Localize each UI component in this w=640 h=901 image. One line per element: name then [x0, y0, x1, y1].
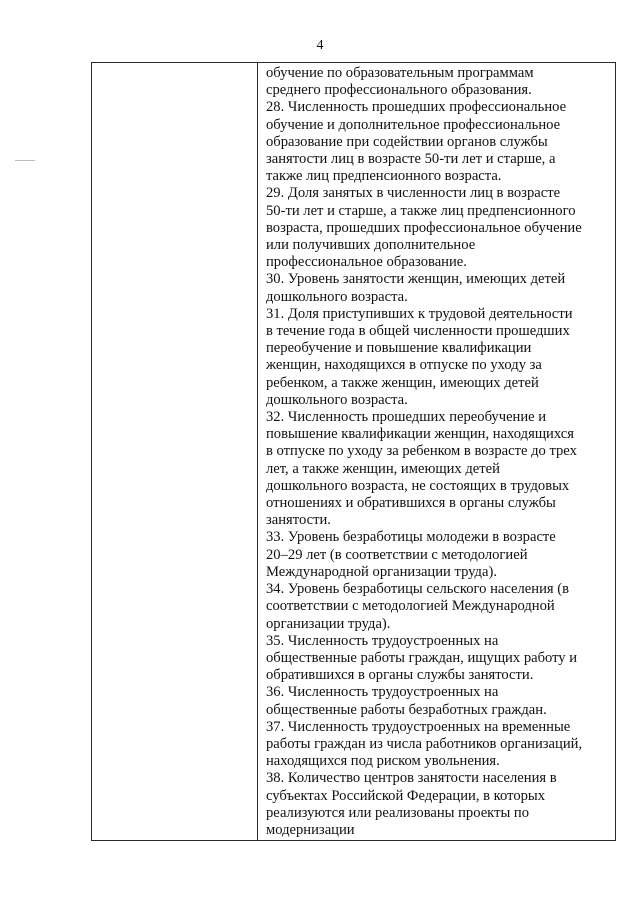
paragraph-item-30: 30. Уровень занятости женщин, имеющих детей дошкольного возраста.: [266, 271, 566, 305]
paragraph-item-31: 31. Доля приступивших к трудовой деятельности в течение года в общей численности прошедших переобучение и повышение квалификации женщин, находящихся в отпуске по уходу за ребенком, а также женщин, имеющих детей дошкольного возраста.: [266, 305, 573, 408]
paragraph-item-34: 34. Уровень безработицы сельского населения (в соответствии с методологией Международной организации труда).: [266, 581, 570, 632]
paragraph-item-33: 33. Уровень безработицы молодежи в возрасте 20–29 лет (в соответствии с методологией Международной организации труда).: [266, 529, 556, 580]
paragraph-item-35: 35. Численность трудоустроенных на общественные работы граждан, ищущих работу и обратившихся в органы службы занятости.: [266, 632, 578, 684]
table-cell-left: [92, 63, 258, 841]
paragraph-item-37: 37. Численность трудоустроенных на временные работы граждан из числа работников организаций, находящихся под риском увольнения.: [266, 718, 583, 770]
paragraph-item-29: 29. Доля занятых в численности лиц в возрасте 50-ти лет и старше, а также лиц предпенсионного возраста, прошедших профессиональное обучение или получивших дополнительное профессиональное образование.: [266, 185, 582, 271]
paragraph-item-32: 32. Численность прошедших переобучение и повышение квалификации женщин, находящихся в отпуске по уходу за ребенком в возрасте до трех лет, а также женщин, имеющих детей дошкольного возраста, не состоящих в трудовых отношениях и обратившихся в органы службы занятости.: [266, 409, 577, 529]
page-number: 4: [316, 38, 324, 53]
indicator-table: [91, 62, 616, 841]
paragraph-item-28: 28. Численность прошедших профессиональное обучение и дополнительное профессиональное образование при содействии органов службы занятости лиц в возрасте 50-ти лет и старше, а также лиц предпенсионного возраста.: [266, 99, 567, 185]
paragraph-continuation: обучение по образовательным программам среднего профессионального образования.: [266, 65, 534, 99]
paragraph-item-36: 36. Численность трудоустроенных на общественные работы безработных граждан.: [266, 684, 547, 718]
table-cell-right: [258, 63, 616, 841]
paragraph-item-38: 38. Количество центров занятости населения в субъектах Российской Федерации, в которых реализуются или реализованы проекты по модернизации: [266, 770, 557, 838]
margin-mark: [15, 160, 35, 161]
table-row: [92, 63, 616, 841]
